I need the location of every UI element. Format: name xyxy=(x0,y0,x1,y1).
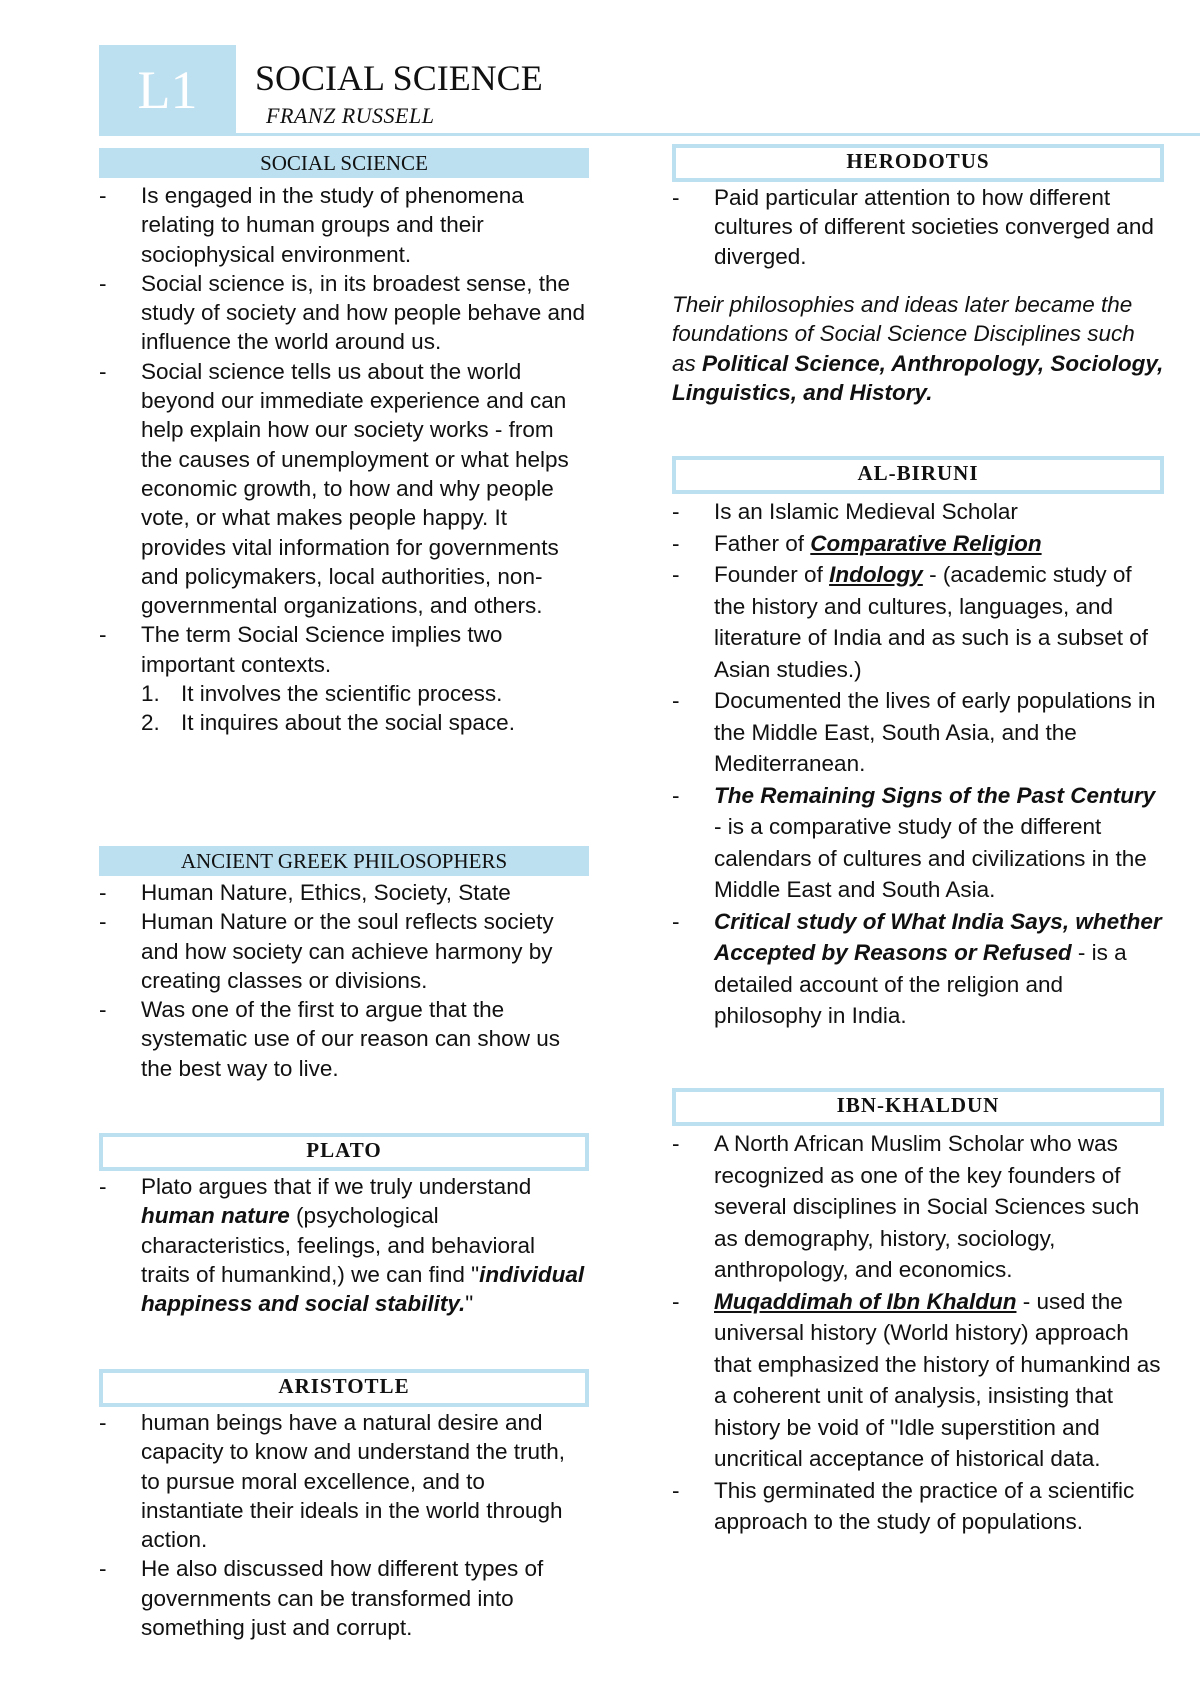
al-biruni-text: Father of xyxy=(714,530,811,556)
list-item xyxy=(672,906,1164,1032)
list-item: - Social science is, in its broadest sense, the study of society and how people behave and influence the world around us. xyxy=(99,269,589,357)
aristotle-list xyxy=(99,1408,589,1642)
list-item: - This germinated the practice of a scientific approach to the study of populations. xyxy=(672,1475,1164,1538)
section-heading-al-biruni: AL-BIRUNI xyxy=(672,456,1164,494)
header-rule xyxy=(99,133,1200,136)
numbered-item xyxy=(99,679,589,708)
list-item xyxy=(672,559,1164,685)
muqaddimah-description: - used the universal history (World history) approach that emphasized the history of humankind as a coherent unit of analysis, insisting that history be void of "Idle superstition and uncritical acceptance of historical data. xyxy=(714,1288,1161,1471)
comparative-religion-term: Comparative Religion xyxy=(810,530,1042,556)
author-name: FRANZ RUSSELL xyxy=(266,103,435,128)
al-biruni-text: Founder of xyxy=(714,562,830,587)
numbered-item xyxy=(99,708,589,737)
list-item: - He also discussed how different types of governments can be transformed into something just and corrupt. xyxy=(99,1554,589,1642)
plato-text-3: " xyxy=(465,1291,474,1317)
plato-text-2: (psychological characteristics, feelings, and behavioral traits of humankind,) we can find " xyxy=(141,1203,535,1287)
plato-text-1: Plato argues that if we truly understand xyxy=(141,1174,532,1199)
herodotus-list xyxy=(672,183,1164,271)
list-item xyxy=(672,780,1164,906)
plato-emphasis-1: human nature xyxy=(141,1203,290,1229)
book-description: - is a comparative study of the different calendars of cultures and civilizations in the Middle East and South Asia. xyxy=(714,814,1147,902)
al-biruni-list xyxy=(672,496,1164,1032)
lesson-badge: L1 xyxy=(99,45,236,135)
book-title: The Remaining Signs of the Past Century xyxy=(714,782,1156,808)
list-item: - human beings have a natural desire and capacity to know and understand the truth, to pursue moral excellence, and to instantiate their ideals in the world through action. xyxy=(99,1408,589,1554)
list-item: - Social science tells us about the world beyond our immediate experience and can help explain how our society works - from the causes of unemployment or what helps economic growth, to how and why people vote, or what makes people happy. It provides vital information for governments and policymakers, local authorities, non-governmental organizations, and others. xyxy=(99,357,589,621)
section-heading-greek: ANCIENT GREEK PHILOSOPHERS xyxy=(99,846,589,876)
section-heading-plato: PLATO xyxy=(99,1133,589,1171)
list-item: - Is engaged in the study of phenomena relating to human groups and their sociophysical environment. xyxy=(99,181,589,269)
plato-list xyxy=(99,1172,589,1318)
number-marker: 2. xyxy=(141,710,160,736)
disciplines-list: Political Science, Anthropology, Sociology, Linguistics, and History. xyxy=(672,350,1164,405)
indology-definition: - (academic study of the history and cultures, languages, and literature of India and as such is a subset of Asian studies.) xyxy=(714,562,1149,682)
list-item: - Human Nature, Ethics, Society, State xyxy=(99,878,589,907)
list-item: - Human Nature or the soul reflects society and how society can achieve harmony by creating classes or divisions. xyxy=(99,907,589,995)
list-item xyxy=(99,1172,589,1318)
section-heading-ibn-khaldun: IBN-KHALDUN xyxy=(672,1088,1164,1126)
greek-list xyxy=(99,878,589,1083)
indology-term: Indology xyxy=(829,562,923,587)
list-item: - Documented the lives of early populations in the Middle East, South Asia, and the Mediterranean. xyxy=(672,685,1164,780)
section-heading-aristotle: ARISTOTLE xyxy=(99,1369,589,1407)
book-description: - is a detailed account of the religion and philosophy in India. xyxy=(714,940,1127,1028)
number-marker: 1. xyxy=(141,681,160,707)
list-item: - A North African Muslim Scholar who was recognized as one of the key founders of several disciplines in Social Sciences such as demography, history, sociology, anthropology, and economics. xyxy=(672,1128,1164,1286)
page-title: SOCIAL SCIENCE xyxy=(255,58,543,98)
numbered-item-text: It inquires about the social space. xyxy=(181,710,515,736)
social-science-list xyxy=(99,181,589,738)
section-heading-social-science: SOCIAL SCIENCE xyxy=(99,148,589,178)
disciplines-note xyxy=(672,290,1164,407)
list-item: - Paid particular attention to how different cultures of different societies converged and diverged. xyxy=(672,183,1164,271)
section-heading-herodotus: HERODOTUS xyxy=(672,144,1164,182)
book-title: Critical study of What India Says, whether Accepted by Reasons or Refused xyxy=(714,908,1162,965)
list-item xyxy=(672,1286,1164,1475)
numbered-item-text: It involves the scientific process. xyxy=(181,681,503,707)
disciplines-note-text: Their philosophies and ideas later became the foundations of Social Science Disciplines such as xyxy=(672,292,1135,376)
list-item xyxy=(672,528,1164,560)
plato-emphasis-2: individual happiness and social stability. xyxy=(141,1261,585,1317)
muqaddimah-title: Muqaddimah of Ibn Khaldun xyxy=(714,1288,1017,1314)
ibn-khaldun-list xyxy=(672,1128,1164,1538)
list-item: - Was one of the first to argue that the systematic use of our reason can show us the best way to live. xyxy=(99,995,589,1083)
list-item: - The term Social Science implies two important contexts. xyxy=(99,620,589,679)
list-item: - Is an Islamic Medieval Scholar xyxy=(672,496,1164,528)
